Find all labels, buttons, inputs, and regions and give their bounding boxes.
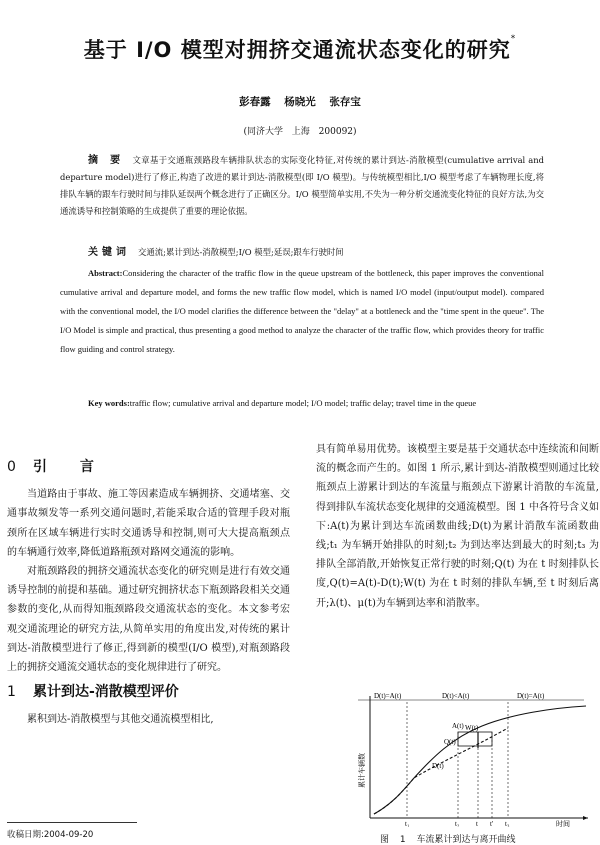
label-D: D(t) bbox=[432, 762, 444, 770]
abstract-en-text: Considering the character of the traffic flow in the queue upstream of the bottleneck, this paper improves the conventional cumulative arrival and departure model, and forms the new traffic flow model, which is named I/O model (input/output model). compared with the conventional model, the I/O model clarifies the difference between the "delay" at a bottleneck and the "time spent in the queue". The I/O Model is simple and practical, thus presenting a good method to analyze the character of the traffic flow, which provides theory for traffic flow guiding and control strategy. bbox=[60, 268, 544, 354]
section-1-heading bbox=[7, 683, 290, 702]
tick-t1: t₁ bbox=[405, 820, 410, 827]
abstract-en bbox=[60, 264, 544, 359]
footnote-rule bbox=[7, 822, 137, 823]
abstract-cn-text: 文章基于交通瓶颈路段车辆排队状态的实际变化特征,对传统的累计到达-消散模型(cumulative arrival and departure model)进行了修正,构造了改进的累计到达-消散模型(即 I/O 模型)。与传统模型相比,I/O 模型考虑了车辆物理长度,将排队车辆的跟车行驶时间与排队延误两个概念进行了正确区分。I/O 模型简单实用,不失为一种分析交通流变化特征的良好方法,为交通流诱导和控制策略的生成提供了重要的理论依据。 bbox=[60, 155, 544, 216]
label-W: W(t) bbox=[465, 724, 479, 732]
authors: 彭春露 杨晓光 张存宝 bbox=[239, 96, 361, 108]
keywords-en-text: traffic flow; cumulative arrival and departure model; I/O model; traffic delay; travel time in the queue bbox=[129, 398, 477, 408]
title-footnote-mark: * bbox=[510, 34, 517, 44]
label-eq: D(t)=A(t) bbox=[374, 692, 402, 700]
abstract-cn-label: 摘 要 bbox=[88, 155, 125, 166]
y-axis-label: 累计车辆数 bbox=[358, 753, 366, 788]
departure-curve bbox=[374, 728, 508, 814]
section-0-paragraph-1: 当道路由于事故、施工等因素造成车辆拥挤、交通堵塞、交通事故频发等一系列交通问题时,若能采取合适的管理手段对瓶颈所在区域车辆进行实时交通诱导和控制,则可大大提高瓶颈点的车辆通行效率,降低道路瓶颈对路网交通流的影响。 bbox=[7, 489, 290, 558]
section-0-heading bbox=[7, 458, 290, 477]
section-0-title: 引 言 bbox=[33, 459, 108, 475]
keywords-cn bbox=[60, 244, 544, 261]
tick-tprime: t' bbox=[490, 820, 494, 827]
x-axis-label: 时间 bbox=[556, 820, 570, 827]
arrival-curve bbox=[374, 706, 586, 814]
x-axis-arrow bbox=[583, 816, 588, 820]
section-1-title: 累计到达-消散模型评价 bbox=[33, 684, 179, 701]
tick-t3: t₃ bbox=[505, 820, 510, 827]
section-1-number: 1 bbox=[7, 684, 16, 701]
footnote-received-date: 收稿日期:2004-09-20 bbox=[7, 830, 94, 840]
right-paragraph-1: 具有简单易用优势。该模型主要是基于交通状态中连续流和间断流的概念而产生的。如图 1 所示,累计到达-消散模型则通过比较瓶颈点上游累计到达的车流量与瓶颈点下游累计消散的车流量,得到排队车流状态变化规律的交通流模型。图 1 中各符号含义如下:A(t)为累计到达车流函数曲线;D(t)为累计消散车流函数曲线;t₁ 为车辆开始排队的时刻;t₂ 为到达率达到最大的时刻;t₃ 为排队全部消散,开始恢复正常行驶的时刻;Q(t) 为在 t 时刻排队长度,Q(t)=A(t)-D(t);W(t) 为在 t 时刻的排队车辆,至 t 时刻后离开;λ(t)、μ(t)为车辆到达率和消散率。 bbox=[316, 444, 599, 609]
keywords-en-label: Key words: bbox=[88, 398, 130, 408]
figure-1 bbox=[352, 692, 592, 827]
tick-t2: t₂ bbox=[455, 820, 460, 827]
tick-t: t bbox=[476, 820, 478, 827]
label-eq2: D(t)=A(t) bbox=[517, 692, 545, 700]
keywords-cn-label: 关键词 bbox=[88, 247, 130, 258]
abstract-en-label: Abstract: bbox=[88, 268, 123, 278]
section-0-number: 0 bbox=[7, 459, 30, 475]
label-lt: D(t)<A(t) bbox=[442, 692, 470, 700]
paper-title bbox=[0, 34, 600, 64]
keywords-cn-text: 交通流;累计到达-消散模型;I/O 模型;延误;跟车行驶时间 bbox=[138, 247, 344, 257]
label-A: A(t) bbox=[452, 722, 464, 730]
affiliation: (同济大学 上海 200092) bbox=[243, 127, 357, 137]
figure-1-caption: 图 1 车流累计到达与离开曲线 bbox=[380, 835, 516, 845]
label-Q: Q(t) bbox=[444, 738, 456, 746]
section-0-paragraph-2: 对瓶颈路段的拥挤交通流状态变化的研究则是进行有效交通诱导控制的前提和基础。通过研究拥挤状态下瓶颈路段相关交通参数的变化,从而得知瓶颈路段交通流状态的变化。本文参考宏观交通流理论的研究方法,从简单实用的角度出发,对传统的累计到达-消散模型进行了修正,得到新的模型(I/O 模型),对瓶颈路段上的拥挤交通流交通状态的变化规律进行了研究。 bbox=[7, 566, 290, 674]
title-text: 基于 I/O 模型对拥挤交通流状态变化的研究 bbox=[83, 38, 511, 62]
left-column bbox=[7, 452, 290, 730]
right-column bbox=[316, 440, 599, 613]
abstract-cn bbox=[60, 152, 544, 220]
keywords-en bbox=[60, 394, 544, 413]
figure-1-diagram bbox=[352, 692, 592, 827]
section-1-paragraph-1: 累积到达-消散模型与其他交通流模型相比, bbox=[27, 714, 214, 726]
